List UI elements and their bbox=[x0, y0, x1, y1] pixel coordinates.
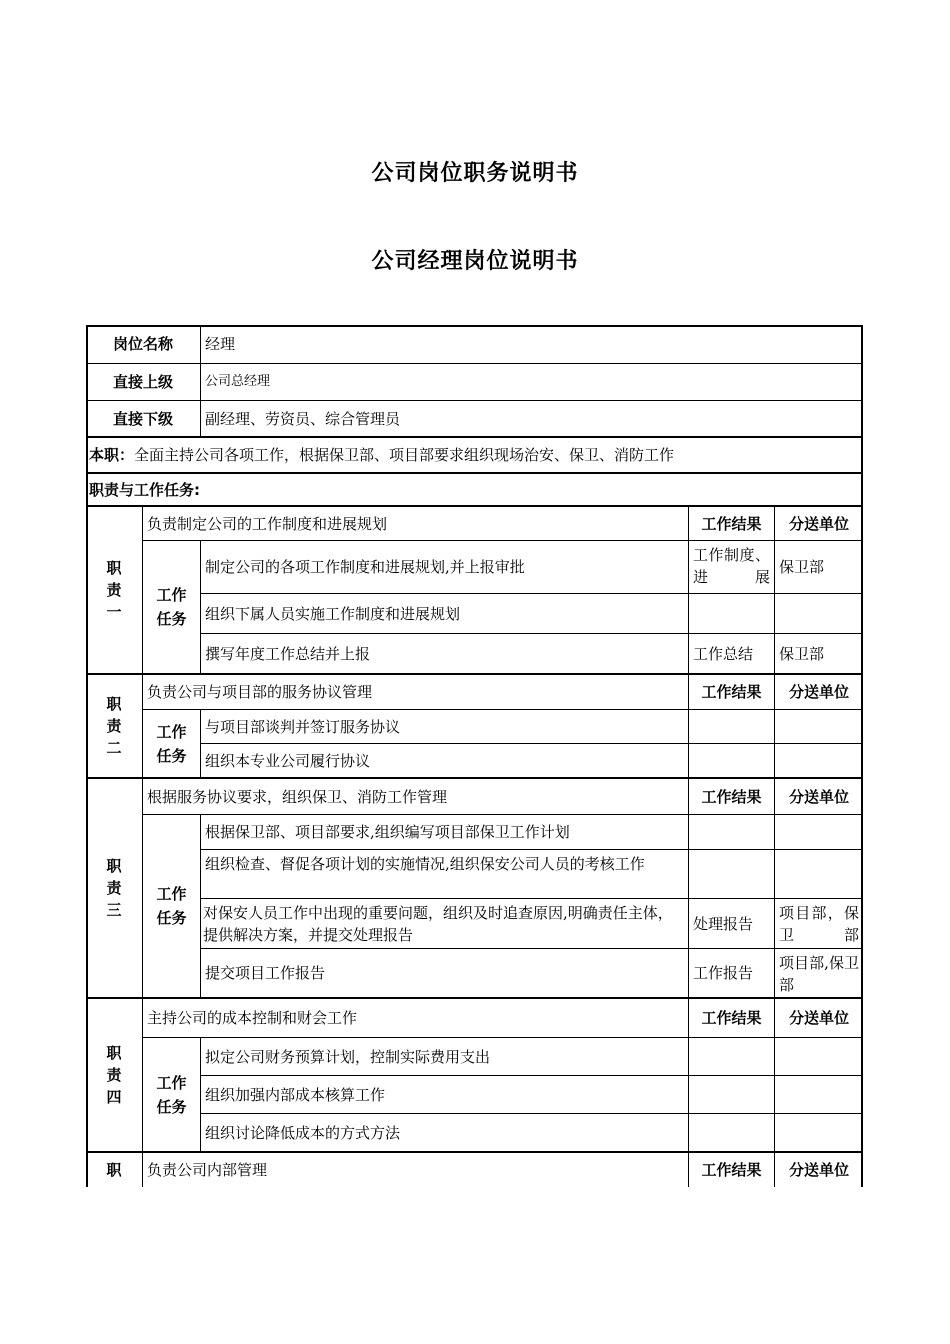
duty-4-task-3: 组织讨论降低成本的方式方法 bbox=[200, 1113, 688, 1151]
duty-3-dest-header: 分送单位 bbox=[774, 777, 863, 814]
duty-4-task-3-dest bbox=[774, 1113, 863, 1151]
document-subtitle: 公司经理岗位说明书 bbox=[371, 249, 579, 274]
duty-4-task-2-result bbox=[688, 1075, 774, 1113]
duty-5-result-header: 工作结果 bbox=[688, 1151, 774, 1187]
duty-3-task-1-dest bbox=[774, 814, 863, 849]
duty-4-label: 职 责 四 bbox=[86, 997, 142, 1151]
duty-summary-text: 全面主持公司各项工作，根据保卫部、项目部要求组织现场治安、保卫、消防工作 bbox=[134, 446, 675, 464]
duty-2-task-1-dest bbox=[774, 709, 863, 743]
subordinate-value: 副经理、劳资员、综合管理员 bbox=[200, 400, 863, 436]
duty-1-result-header: 工作结果 bbox=[688, 505, 774, 540]
duty-4-task-1-result bbox=[688, 1037, 774, 1075]
position-name-value: 经理 bbox=[200, 325, 863, 363]
duty-summary-row bbox=[86, 436, 863, 472]
duty-1-task-2-dest bbox=[774, 593, 863, 633]
duty-2-task-label: 工作任务 bbox=[142, 709, 200, 777]
duty-4-result-header: 工作结果 bbox=[688, 997, 774, 1037]
superior-value: 公司总经理 bbox=[200, 363, 863, 400]
duty-1-task-2: 组织下属人员实施工作制度和进展规划 bbox=[200, 593, 688, 633]
duty-1-label: 职 责 一 bbox=[86, 505, 142, 673]
duty-2-label: 职 责 二 bbox=[86, 673, 142, 777]
duty-2-task-1-result bbox=[688, 709, 774, 743]
duty-3-task-3-dest: 项目部，保卫部 bbox=[774, 898, 863, 948]
duty-1-task-label: 工作任务 bbox=[142, 540, 200, 673]
duty-4-dest-header: 分送单位 bbox=[774, 997, 863, 1037]
duty-3-task-1-result bbox=[688, 814, 774, 849]
duty-2-result-header: 工作结果 bbox=[688, 673, 774, 709]
duty-1-title: 负责制定公司的工作制度和进展规划 bbox=[142, 505, 688, 540]
duty-3-task-2-dest bbox=[774, 849, 863, 898]
duty-2-task-2-result bbox=[688, 743, 774, 777]
duty-3-task-label: 工作任务 bbox=[142, 814, 200, 997]
duty-2-task-2-dest bbox=[774, 743, 863, 777]
duty-3-task-4: 提交项目工作报告 bbox=[200, 948, 688, 997]
job-description-table bbox=[86, 325, 863, 1187]
duty-1-task-1-result: 工作制度、进展 bbox=[688, 540, 774, 593]
duty-4-task-2: 组织加强内部成本核算工作 bbox=[200, 1075, 688, 1113]
duty-5-dest-header: 分送单位 bbox=[774, 1151, 863, 1187]
duty-3-task-4-result: 工作报告 bbox=[688, 948, 774, 997]
duty-1-task-1-dest: 保卫部 bbox=[774, 540, 863, 593]
duty-3-task-3: 对保安人员工作中出现的重要问题，组织及时追查原因,明确责任主体，提供解决方案，并提交处理报告 bbox=[200, 898, 688, 948]
duty-2-dest-header: 分送单位 bbox=[774, 673, 863, 709]
duty-3-task-2-result bbox=[688, 849, 774, 898]
duty-3-label: 职 责 三 bbox=[86, 777, 142, 997]
duty-1-dest-header: 分送单位 bbox=[774, 505, 863, 540]
duty-3-result-header: 工作结果 bbox=[688, 777, 774, 814]
duty-5-label: 职 bbox=[86, 1151, 142, 1187]
duty-4-task-label: 工作任务 bbox=[142, 1037, 200, 1151]
duty-4-task-3-result bbox=[688, 1113, 774, 1151]
section-label: 职责与工作任务: bbox=[86, 472, 863, 505]
duty-1-task-3-result: 工作总结 bbox=[688, 633, 774, 673]
duty-1-task-3: 撰写年度工作总结并上报 bbox=[200, 633, 688, 673]
duty-4-task-2-dest bbox=[774, 1075, 863, 1113]
duty-5-title: 负责公司内部管理 bbox=[142, 1151, 688, 1187]
duty-1-task-1: 制定公司的各项工作制度和进展规划,并上报审批 bbox=[200, 540, 688, 593]
duty-3-task-2: 组织检查、督促各项计划的实施情况,组织保安公司人员的考核工作 bbox=[200, 849, 688, 898]
duty-summary-label: 本职： bbox=[89, 446, 135, 464]
superior-label: 直接上级 bbox=[86, 363, 200, 400]
subordinate-label: 直接下级 bbox=[86, 400, 200, 436]
position-name-label: 岗位名称 bbox=[112, 335, 173, 353]
document-title: 公司岗位职务说明书 bbox=[371, 161, 579, 186]
duty-4-task-1: 拟定公司财务预算计划，控制实际费用支出 bbox=[200, 1037, 688, 1075]
duty-3-task-1: 根据保卫部、项目部要求,组织编写项目部保卫工作计划 bbox=[200, 814, 688, 849]
duty-4-title: 主持公司的成本控制和财会工作 bbox=[142, 997, 688, 1037]
duty-2-task-2: 组织本专业公司履行协议 bbox=[200, 743, 688, 777]
duty-1-task-2-result bbox=[688, 593, 774, 633]
duty-2-task-1: 与项目部谈判并签订服务协议 bbox=[200, 709, 688, 743]
table-right-edge bbox=[861, 325, 863, 1187]
duty-3-task-3-result: 处理报告 bbox=[688, 898, 774, 948]
duty-1-task-3-dest: 保卫部 bbox=[774, 633, 863, 673]
duty-3-title: 根据服务协议要求，组织保卫、消防工作管理 bbox=[142, 777, 688, 814]
duty-2-title: 负责公司与项目部的服务协议管理 bbox=[142, 673, 688, 709]
duty-4-task-1-dest bbox=[774, 1037, 863, 1075]
duty-3-task-4-dest: 项目部,保卫部 bbox=[774, 948, 863, 997]
